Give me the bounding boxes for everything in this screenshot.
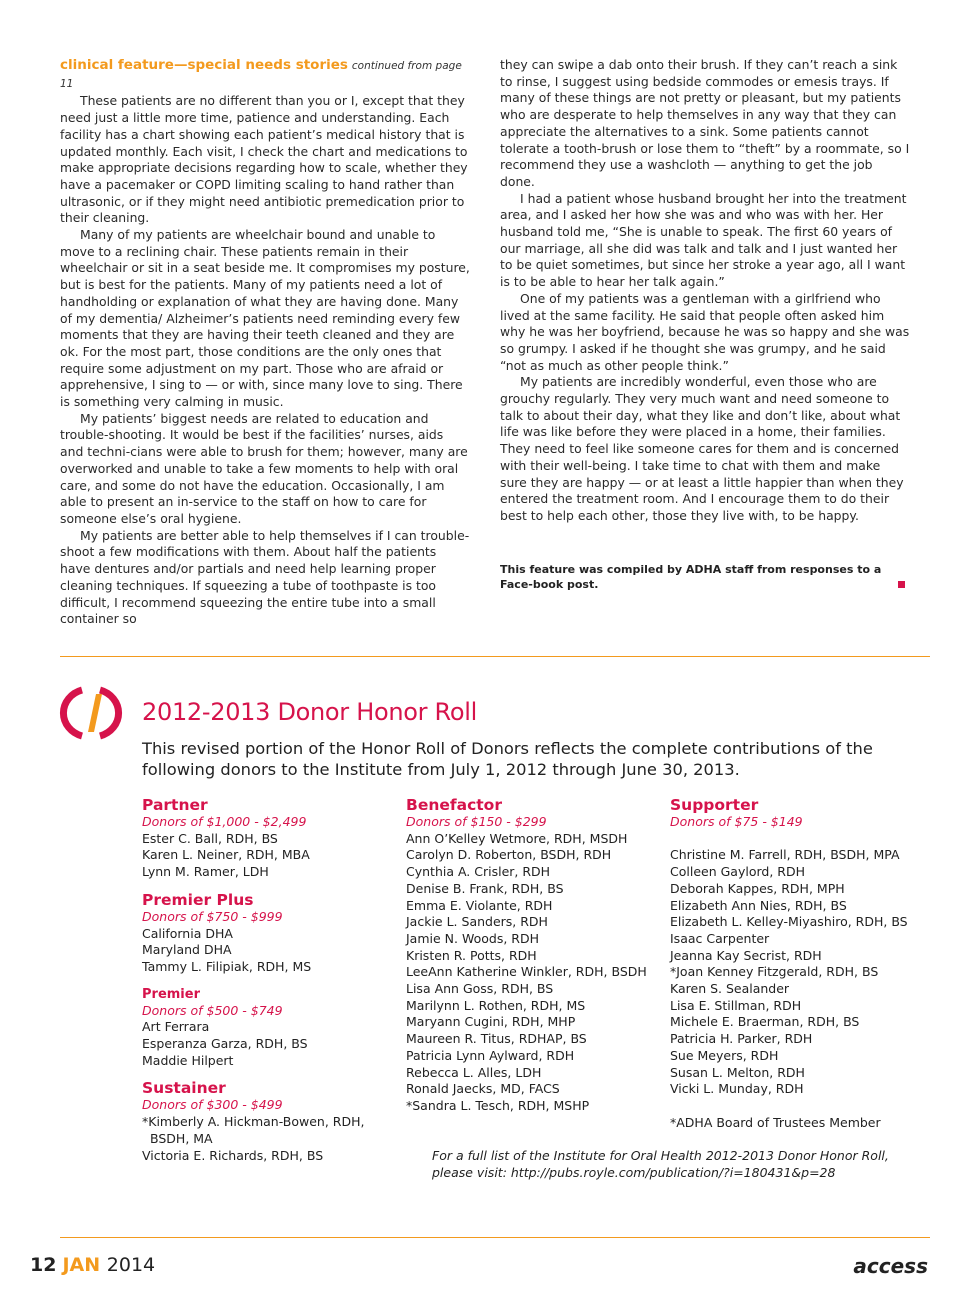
donor-name: Emma E. Violante, RDH bbox=[406, 897, 553, 913]
donor-column-2 bbox=[406, 796, 666, 1115]
donor-name: LeeAnn Katherine Winkler, RDH, BSDH bbox=[406, 964, 647, 980]
section-title: clinical feature—special needs stories bbox=[60, 57, 348, 73]
donor-name: Jackie L. Sanders, RDH bbox=[406, 914, 548, 930]
article-paragraph: My patients are better able to help themselves if I can trouble-shoot a few modifications with them. About half the patients have dentures and/or partials and need help learning proper cleaning techniques. If squeezing a tube of toothpaste is too difficult, I recommend squeezing the entire tube into a small container so bbox=[60, 527, 470, 627]
donor-name: Michele E. Braerman, RDH, BS bbox=[670, 1014, 860, 1030]
article-paragraph: they can swipe a dab onto their brush. If they can’t reach a sink to rinse, I suggest using bedside commodes or emesis trays. If many of these things are not pretty or pleasant, but my patients who are desperate to help themselves in any way that they can appreciate the alternatives to a sink. Some patients cannot tolerate a tooth-brush or lose them to “theft” by a roommate, so I recommend they use a washcloth — anything to get the job done. bbox=[500, 57, 910, 189]
tier-range: Donors of $300 - $499 bbox=[142, 1097, 283, 1113]
page-number: 12 bbox=[30, 1254, 57, 1276]
donor-name: Lynn M. Ramer, LDH bbox=[142, 864, 269, 880]
full-list-note bbox=[432, 1147, 902, 1181]
tier-range: Donors of $75 - $149 bbox=[670, 814, 803, 829]
article-paragraph: My patients’ biggest needs are related to education and trouble-shooting. It would be best if the facilities’ nurses, aids and techni-cians were able to brush for them; however, many are overworked and unable to take a few moments to help with oral care, and some do not have the education. Occasionally, I am able to present an in-service to the staff on how to care for someone else’s oral hygiene. bbox=[60, 410, 468, 526]
donor-name: *Joan Kenney Fitzgerald, RDH, BS bbox=[670, 964, 879, 980]
donor-name: Victoria E. Richards, RDH, BS bbox=[142, 1147, 324, 1163]
donor-name: *Sandra L. Tesch, RDH, MSHP bbox=[406, 1097, 590, 1113]
donor-name: Patricia Lynn Aylward, RDH bbox=[406, 1047, 575, 1063]
donor-name: Ronald Jaecks, MD, FACS bbox=[406, 1081, 560, 1097]
section-divider bbox=[60, 656, 930, 657]
donor-name: Deborah Kappes, RDH, MPH bbox=[670, 880, 845, 896]
donor-name: Carolyn D. Roberton, BSDH, RDH bbox=[406, 847, 612, 863]
continued-note: continued from page 11 bbox=[60, 60, 462, 90]
donor-name: Maddie Hilpert bbox=[142, 1052, 234, 1068]
donor-name: Vicki L. Munday, RDH bbox=[670, 1081, 804, 1097]
donor-name: Rebecca L. Alles, LDH bbox=[406, 1064, 542, 1080]
article-paragraph: These patients are no different than you or I, except that they need just a little more time, patience and understanding. Each facility has a chart showing each patient’s medical history that is updated monthly. Each visit, I check the chart and medications to make appropriate decisions regarding how to scale, whether they have a pacemaker or COPD limiting scaling to hand rather than ultrasonic, or if they might need antibiotic premedication prior to their cleaning. bbox=[60, 93, 468, 226]
section-heading bbox=[60, 57, 470, 92]
tier-name: Premier bbox=[142, 986, 200, 1002]
donor-name: Tammy L. Filipiak, RDH, MS bbox=[142, 958, 312, 974]
donor-name: Maryland DHA bbox=[142, 942, 232, 958]
donor-name: California DHA bbox=[142, 925, 233, 941]
donor-list bbox=[670, 847, 940, 1098]
donor-name: Maryann Cugini, RDH, MHP bbox=[406, 1014, 576, 1030]
donor-name: Elizabeth L. Kelley-Miyashiro, RDH, BS bbox=[670, 914, 908, 930]
tier-name: Supporter bbox=[670, 796, 759, 814]
tier-name: Benefactor bbox=[406, 796, 502, 814]
donor-name: Maureen R. Titus, RDHAP, BS bbox=[406, 1031, 587, 1047]
donor-name: Kristen R. Potts, RDH bbox=[406, 947, 537, 963]
tier-range: Donors of $150 - $299 bbox=[406, 814, 547, 829]
honor-roll-intro: This revised portion of the Honor Roll of Donors reflects the complete contributions of the following donors to the Institute from July 1, 2012 through June 30, 2013. bbox=[142, 739, 873, 779]
full-list-url[interactable]: please visit: http://pubs.royle.com/publication/?i=180431&p=28 bbox=[432, 1165, 836, 1180]
donor-name: Susan L. Melton, RDH bbox=[670, 1064, 805, 1080]
donor-name: Patricia H. Parker, RDH bbox=[670, 1031, 813, 1047]
issue-month: JAN bbox=[62, 1254, 101, 1276]
article-left-column bbox=[60, 57, 470, 628]
issue-year: 2014 bbox=[106, 1254, 156, 1276]
donor-name: Cynthia A. Crisler, RDH bbox=[406, 864, 551, 880]
donor-name: Denise B. Frank, RDH, BS bbox=[406, 880, 564, 896]
donor-name: Marilynn L. Rothen, RDH, MS bbox=[406, 997, 586, 1013]
donor-name: Sue Meyers, RDH bbox=[670, 1047, 779, 1063]
tier-name: Premier Plus bbox=[142, 890, 254, 909]
donor-name: Colleen Gaylord, RDH bbox=[670, 864, 805, 880]
donor-name: Karen L. Neiner, RDH, MBA bbox=[142, 847, 310, 863]
institute-logo-icon bbox=[58, 684, 124, 742]
donor-name: Elizabeth Ann Nies, RDH, BS bbox=[670, 897, 847, 913]
tier-range: Donors of $1,000 - $2,499 bbox=[142, 814, 307, 829]
honor-roll-title: 2012-2013 Donor Honor Roll bbox=[142, 698, 477, 726]
tier-range: Donors of $500 - $749 bbox=[142, 1002, 283, 1018]
donor-name: Jeanna Kay Secrist, RDH bbox=[670, 947, 822, 963]
donor-column-3 bbox=[670, 796, 940, 1131]
donor-name: Isaac Carpenter bbox=[670, 930, 770, 946]
donor-name: *Kimberly A. Hickman-Bowen, RDH, BSDH, MA bbox=[142, 1114, 365, 1146]
donor-name: Ester C. Ball, RDH, BS bbox=[142, 830, 278, 846]
donor-name: Ann O’Kelley Wetmore, RDH, MSDH bbox=[406, 830, 628, 846]
article-paragraph: Many of my patients are wheelchair bound and unable to move to a reclining chair. These patients remain in their wheelchair or sit in a seat beside me. It compromises my posture, but is best for the patients. Many of my patients need a lot of handholding or explanation of what they are having done. Many of my dementia/ Alzheimer’s patients need reminding every few moments that they are having their teeth cleaned and they are ok. For the most part, those conditions are the only ones that require some adjustment on my part. Those who are afraid or apprehensive, I sing to — or with, since many love to sing. There is something very calming in music. bbox=[60, 227, 470, 410]
article-paragraph: One of my patients was a gentleman with a girlfriend who lived at the same facility. He said that people often asked him why he was her boyfriend, because he was so happy and she was so grumpy. I asked if he thought she was grumpy, and he said “not as much as other people think.” bbox=[500, 290, 910, 373]
donor-name: Art Ferrara bbox=[142, 1019, 210, 1035]
publication-name: access bbox=[853, 1254, 928, 1278]
board-note: *ADHA Board of Trustees Member bbox=[670, 1114, 881, 1130]
donor-name: Esperanza Garza, RDH, BS bbox=[142, 1036, 308, 1052]
full-list-line: For a full list of the Institute for Oral Health 2012-2013 Donor Honor Roll, bbox=[432, 1148, 889, 1163]
donor-name: Christine M. Farrell, RDH, BSDH, MPA bbox=[670, 847, 900, 863]
end-square-icon bbox=[898, 581, 905, 588]
article-paragraph: My patients are incredibly wonderful, even those who are grouchy regularly. They very much want and need someone to talk to about their day, what they like and don’t like, about what life was like before they were placed in a home, their families. They need to feel like someone cares for them and is concerned with their well-being. I take time to chat with them and make sure they are happy — or at least a little happier than when they entered the treatment room. And I encourage them to do their best to help each other, those they live with, to be happy. bbox=[500, 374, 904, 523]
tier-range: Donors of $750 - $999 bbox=[142, 908, 283, 924]
page-footer-date bbox=[30, 1254, 155, 1276]
article-credit: This feature was compiled by ADHA staff from responses to a Face-book post. bbox=[500, 563, 882, 591]
donor-list bbox=[406, 831, 666, 1115]
donor-name: Karen S. Sealander bbox=[670, 981, 790, 997]
donor-name: Lisa E. Stillman, RDH bbox=[670, 997, 802, 1013]
tier-name: Partner bbox=[142, 796, 208, 814]
donor-name: Jamie N. Woods, RDH bbox=[406, 930, 539, 946]
footer-divider bbox=[60, 1237, 930, 1238]
donor-name: Lisa Ann Goss, RDH, BS bbox=[406, 981, 554, 997]
article-paragraph: I had a patient whose husband brought her into the treatment area, and I asked her how she was and who was with her. Her husband told me, “She is unable to speak. The first 60 years of our marriage, all she did was talk and talk and I just wanted her to be quiet sometimes, but since her stroke a year ago, all I want is to be able to hear her talk again.” bbox=[500, 190, 907, 290]
tier-name: Sustainer bbox=[142, 1079, 226, 1098]
donor-column-1 bbox=[142, 796, 392, 1164]
article-right-column bbox=[500, 57, 910, 525]
